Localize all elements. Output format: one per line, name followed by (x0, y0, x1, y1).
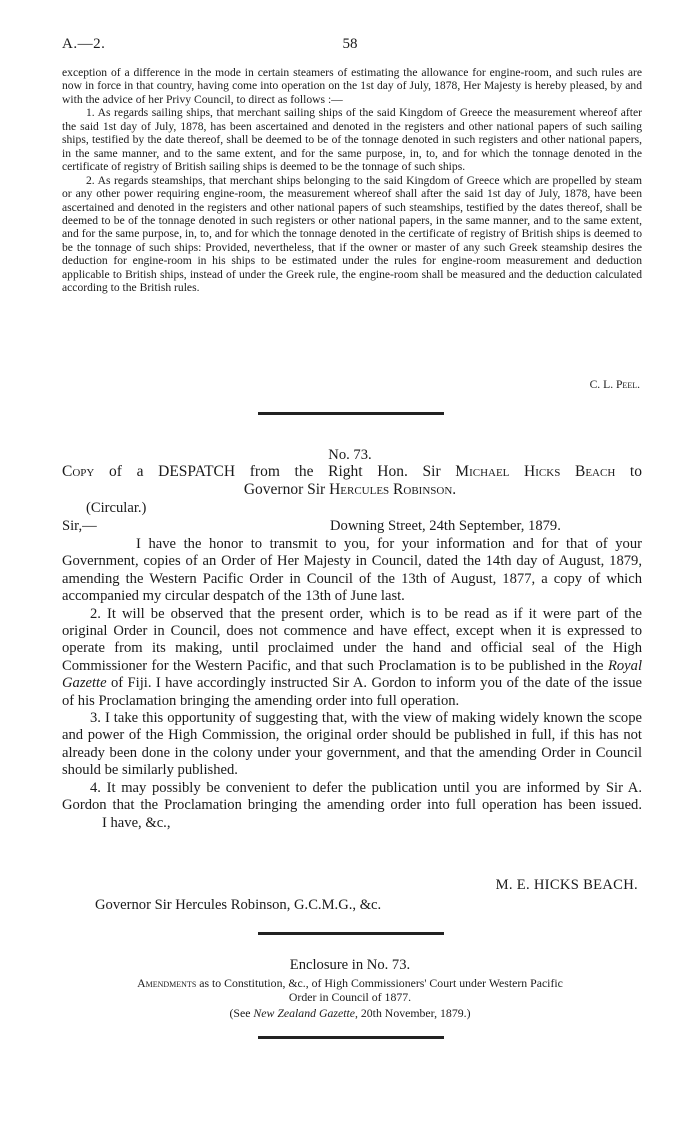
title-end: . (452, 481, 457, 498)
gazette-title: New Zealand Gazette (253, 1006, 355, 1020)
despatch-addressee: Governor Sir Hercules Robinson, G.C.M.G., &c. (95, 897, 382, 913)
enclosure-description-line1 (0, 976, 700, 991)
despatch-paragraph-1: I have the honor to transmit to you, for your information and for that of your Government, copies of an Order of Her Majesty in Council, dated the 14th day of August, 1879, amending the Western Pacific Order in Council of the 13th of August, 1877, a copy of which accompanied my circular despatch of the 13th of June last. (62, 536, 642, 605)
see-prefix: (See (229, 1006, 254, 1020)
order-paragraph-intro: exception of a difference in the mode in certain steamers of estimating the allowance for engine-room, and such rules are now in force in that country, having come into operation on the 1st day of July, 1878, Her Majesty is hereby pleased, by and with the advice of her Privy Council, to direct as follows :— (62, 66, 642, 106)
page-number: 58 (342, 36, 358, 52)
despatch-number: No. 73. (328, 447, 372, 463)
enclosure-title: Enclosure in No. 73. (289, 957, 411, 973)
despatch-title-line2 (0, 481, 700, 499)
title-to: to (615, 463, 642, 480)
see-suffix: , 20th November, 1879.) (354, 1006, 471, 1020)
amendments-word: Amendments (137, 976, 197, 990)
section-divider (258, 932, 444, 935)
circular-label: (Circular.) (86, 500, 147, 516)
closing-phrase: I have, &c., (102, 814, 171, 831)
amendments-rest: as to Constitution, &c., of High Commissioners' Court under Western Pacific (196, 976, 563, 990)
despatch-paragraph-4 (62, 780, 642, 832)
despatch-title-line1 (62, 463, 642, 481)
order-text-block (62, 66, 642, 295)
title-governor: Governor Sir (243, 481, 330, 498)
despatch-paragraph-2 (62, 606, 642, 710)
despatch-signature: M. E. HICKS BEACH. (495, 877, 638, 893)
title-mid: of a DESPATCH from the Right Hon. Sir (94, 463, 456, 480)
section-divider (258, 412, 444, 415)
royal-gazette-title: Royal Gazette (62, 657, 642, 692)
enclosure-description-line2: Order in Council of 1877. (288, 990, 412, 1004)
document-reference: A.—2. (62, 36, 106, 52)
despatch-paragraph-3: 3. I take this opportunity of suggesting that, with the view of making widely known the scope and power of the High Commission, the original order should be published in full, if this has not already been done in the colony under your government, and that the amending Order in Council should be similarly published. (62, 710, 642, 779)
enclosure-reference (0, 1006, 700, 1021)
order-paragraph-sailing-ships: 1. As regards sailing ships, that merchant sailing ships of the said Kingdom of Greece the measurement whereof after the said 1st day of July, 1878, has been ascertained and denoted in the registers and other national papers of such sailing ships, testified by the date thereof, shall be deemed to be of the tonnage denoted in such registers and other national papers, in the same manner, and to the same extent, and for the same purpose, in, to, and for which the tonnage denoted in the certificate of registry of British sailing ships is deemed to be the tonnage of such ships. (62, 106, 642, 174)
title-recipient-name: Hercules Robinson (329, 481, 453, 498)
order-signature: C. L. Peel. (589, 378, 640, 391)
despatch-body (62, 536, 642, 832)
paragraph-2-text-b: of Fiji. I have accordingly instructed Sir A. Gordon to inform you of the date of the issue of his Proclamation bringing the amending order into full operation. (62, 675, 642, 709)
title-sender-name: Michael Hicks Beach (455, 463, 616, 480)
paragraph-2-text-a: 2. It will be observed that the present order, which is to be read as if it were part of the original Order in Council, does not commence and have effect, except when it is expressed to operate from its making, until proclaimed under the hand and official seal of the High Commissioner for the Western Pacific, and that such Proclamation is to be published in the (62, 605, 642, 674)
section-divider (258, 1036, 444, 1039)
dateline: Downing Street, 24th September, 1879. (330, 518, 561, 534)
title-copy: Copy (62, 463, 95, 480)
order-paragraph-steamships: 2. As regards steamships, that merchant ships belonging to the said Kingdom of Greece which are propelled by steam or any other power requiring engine-room, the measurement whereof shall after the said 1st day of July, 1878, have been ascertained and denoted in the registers and other national papers of such steamships, testified by the dates thereof, shall be deemed to be of the tonnage denoted in such registers or other national papers, in the same manner, and to the same extent, and for the same purpose, in, to, and for which the tonnage denoted in the certificate of registry of British ships is deemed to be the tonnage of such ships: Provided, nevertheless, that if the owner or master of any such Greek steamship desires the deduction for engine-room in his ships to be estimated under the rules for engine-room measurement and deduction applicable to British ships, instead of under the Greek rule, the engine-room shall be measured and the deduction calculated according to the British rules. (62, 173, 642, 295)
salutation: Sir,— (62, 518, 97, 534)
paragraph-4-text: 4. It may possibly be convenient to defer the publication until you are informed by Sir A. Gordon that the Proclamation bringing the amending order into full operation has been issued. (62, 779, 642, 814)
